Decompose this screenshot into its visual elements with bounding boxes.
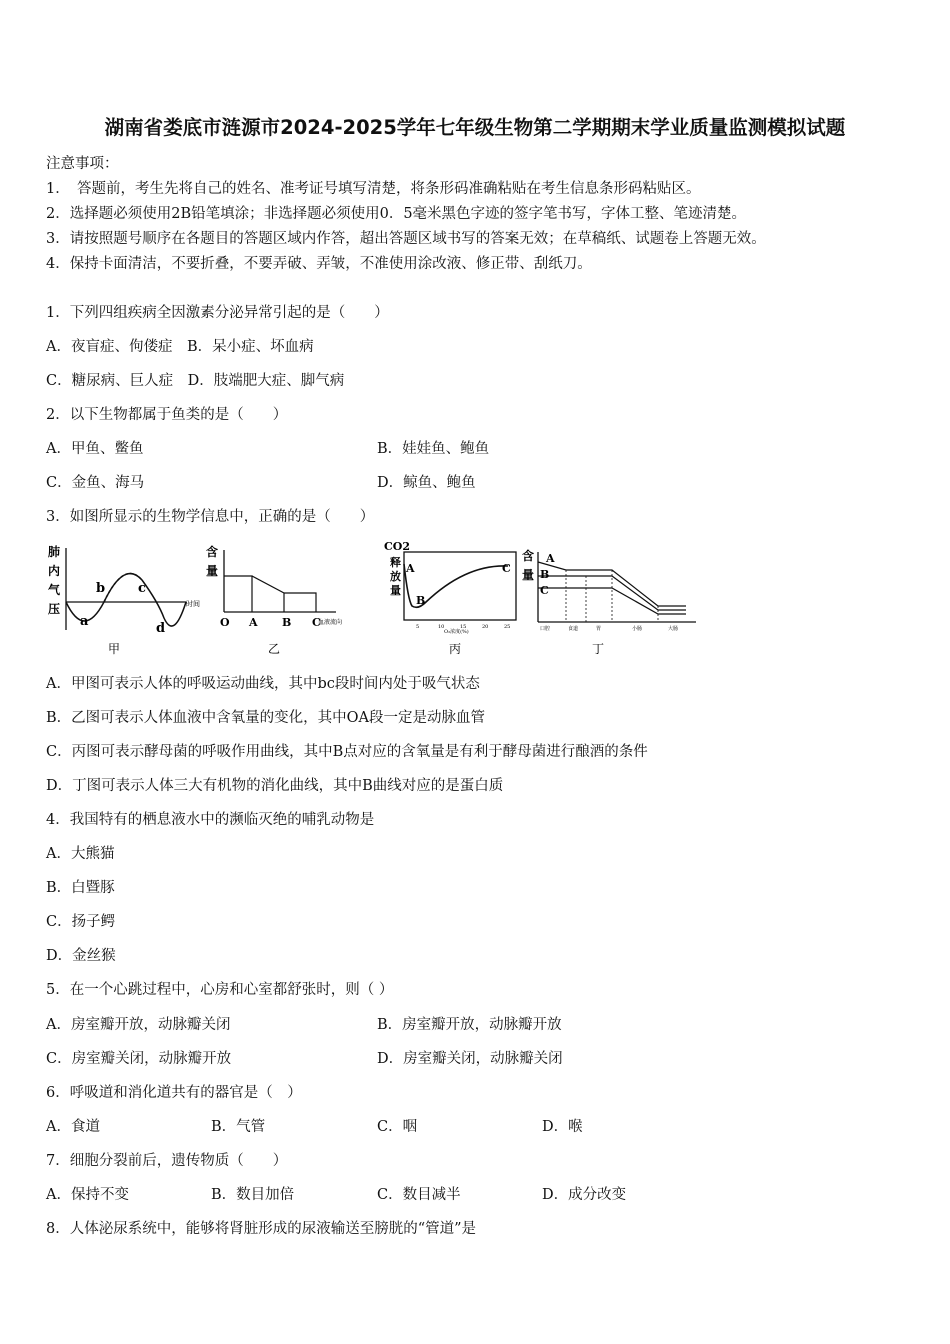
question-2-option-c: C．金鱼、海马 bbox=[46, 475, 145, 491]
question-2-option-a: A．甲鱼、鳖鱼 bbox=[46, 441, 144, 457]
fig-jia-xlabel: 时间 bbox=[186, 600, 200, 608]
question-6-option-a: A．食道 bbox=[46, 1119, 100, 1135]
question-1-stem: 1．下列四组疾病全因激素分泌异常引起的是（ ） bbox=[46, 305, 389, 321]
fig-yi-ylabel-0: 含 bbox=[206, 545, 219, 559]
question-6-stem: 6．呼吸道和消化道共有的器官是（ ） bbox=[46, 1085, 302, 1101]
note-item: 1． 答题前，考生先将自己的姓名、准考证号填写清楚，将条形码准确粘贴在考生信息条形码粘贴区。 bbox=[46, 181, 701, 197]
question-3-stem: 3．如图所显示的生物学信息中，正确的是（ ） bbox=[46, 509, 375, 525]
question-3-option-a: A．甲图可表示人体的呼吸运动曲线，其中bc段时间内处于吸气状态 bbox=[46, 676, 480, 692]
fig-jia-point-d: d bbox=[156, 621, 166, 636]
fig-bing-point-a: A bbox=[406, 562, 415, 575]
question-3-option-d: D．丁图可表示人体三大有机物的消化曲线，其中B曲线对应的是蛋白质 bbox=[46, 778, 504, 794]
fig-jia-point-b: b bbox=[96, 581, 106, 596]
question-6-option-c: C．咽 bbox=[377, 1119, 418, 1135]
question-7-option-a: A．保持不变 bbox=[46, 1187, 129, 1203]
question-2-option-b: B．娃娃鱼、鲍鱼 bbox=[377, 441, 490, 457]
fig-jia-ylabel-1: 内 bbox=[48, 564, 61, 578]
question-5-option-b: B．房室瓣开放，动脉瓣开放 bbox=[377, 1017, 562, 1033]
note-item: 4．保持卡面清洁，不要折叠，不要弄破、弄皱，不准使用涂改液、修正带、刮纸刀。 bbox=[46, 256, 592, 272]
question-4-option-c: C．扬子鳄 bbox=[46, 914, 116, 930]
fig-bing-ylabel-1: 释 bbox=[390, 556, 401, 569]
note-item: 2．选择题必须使用2B铅笔填涂；非选择题必须使用0．5毫米黑色字迹的签字笔书写，字体工整、笔迹清楚。 bbox=[46, 206, 747, 222]
question-8-stem: 8．人体泌尿系统中，能够将肾脏形成的尿液输送至膀胱的“管道”是 bbox=[46, 1221, 477, 1237]
fig-yi-ylabel-1: 量 bbox=[206, 564, 219, 578]
figure-bing bbox=[384, 540, 516, 656]
fig-ding-series-c: C bbox=[540, 584, 549, 597]
fig-bing-point-b: B bbox=[416, 594, 426, 607]
fig-bing-ylabel-3: 量 bbox=[390, 584, 401, 597]
fig-yi-caption: 乙 bbox=[268, 642, 281, 656]
fig-yi-tick-a: A bbox=[249, 616, 258, 629]
question-2-stem: 2．以下生物都属于鱼类的是（ ） bbox=[46, 407, 288, 423]
fig-ding-tick-4: 大肠 bbox=[668, 626, 679, 632]
fig-bing-point-c: C bbox=[502, 562, 511, 575]
notes-heading: 注意事项： bbox=[46, 156, 119, 172]
question-3-figures bbox=[46, 540, 706, 660]
question-4-stem: 4．我国特有的栖息液水中的濒临灭绝的哺乳动物是 bbox=[46, 812, 375, 828]
fig-bing-tick-5: 5 bbox=[416, 624, 420, 630]
fig-bing-tick-25: 25 bbox=[504, 624, 511, 630]
question-7-option-c: C．数目减半 bbox=[377, 1187, 461, 1203]
fig-ding-caption: 丁 bbox=[592, 642, 605, 656]
note-item: 3．请按照题号顺序在各题目的答题区域内作答，超出答题区域书写的答案无效；在草稿纸、试题卷上答题无效。 bbox=[46, 231, 766, 247]
question-7-stem: 7．细胞分裂前后，遗传物质（ ） bbox=[46, 1153, 288, 1169]
fig-jia-point-a: a bbox=[80, 614, 89, 629]
question-5-stem: 5．在一个心跳过程中，心房和心室都舒张时，则（ ） bbox=[46, 982, 394, 998]
question-5-option-c: C．房室瓣关闭，动脉瓣开放 bbox=[46, 1051, 232, 1067]
fig-ding-tick-3: 小肠 bbox=[632, 626, 643, 632]
fig-ding-ylabel-0: 含 bbox=[522, 549, 535, 563]
fig-ding-tick-1: 食道 bbox=[568, 626, 579, 632]
question-6-option-d: D．喉 bbox=[542, 1119, 583, 1135]
question-5-option-d: D．房室瓣关闭，动脉瓣关闭 bbox=[377, 1051, 563, 1067]
fig-jia-ylabel-3: 压 bbox=[48, 602, 61, 616]
question-1-options-row2: C．糖尿病、巨人症 D．肢端肥大症、脚气病 bbox=[46, 373, 345, 389]
fig-bing-xlabel: O₂浓度(%) bbox=[444, 629, 469, 635]
page-title: 湖南省娄底市涟源市2024-2025学年七年级生物第二学期期末学业质量监测模拟试题 bbox=[104, 116, 846, 139]
question-4-option-b: B．白暨豚 bbox=[46, 880, 115, 896]
question-2-option-d: D．鲸鱼、鲍鱼 bbox=[377, 475, 476, 491]
fig-ding-series-a: A bbox=[546, 552, 555, 565]
question-7-option-d: D．成分改变 bbox=[542, 1187, 627, 1203]
fig-ding-tick-0: 口腔 bbox=[540, 626, 551, 632]
question-7-option-b: B．数目加倍 bbox=[211, 1187, 295, 1203]
figure-ding bbox=[522, 548, 696, 656]
question-6-option-b: B．气管 bbox=[211, 1119, 266, 1135]
question-3-option-c: C．丙图可表示酵母菌的呼吸作用曲线，其中B点对应的含氧量是有利于酵母菌进行酿酒的条件 bbox=[46, 744, 648, 760]
fig-jia-caption: 甲 bbox=[108, 642, 121, 656]
fig-bing-tick-20: 20 bbox=[482, 624, 489, 630]
figure-yi bbox=[206, 544, 342, 656]
fig-yi-tick-c: C bbox=[312, 616, 321, 629]
fig-ding-ylabel-1: 量 bbox=[522, 568, 535, 582]
question-4-option-d: D．金丝猴 bbox=[46, 948, 116, 964]
fig-yi-xlabel: 血液流向 bbox=[318, 619, 343, 626]
fig-bing-tick-10: 10 bbox=[438, 624, 445, 630]
question-4-option-a: A．大熊猫 bbox=[46, 846, 115, 862]
fig-yi-tick-o: O bbox=[220, 616, 230, 629]
question-5-option-a: A．房室瓣开放，动脉瓣关闭 bbox=[46, 1017, 231, 1033]
fig-ding-tick-2: 胃 bbox=[596, 626, 602, 632]
fig-jia-ylabel-0: 肺 bbox=[48, 545, 61, 559]
fig-ding-series-b: B bbox=[540, 568, 550, 581]
fig-bing-caption: 丙 bbox=[449, 642, 462, 656]
fig-yi-tick-b: B bbox=[282, 616, 292, 629]
fig-bing-ylabel-0: CO2 bbox=[384, 540, 410, 553]
question-3-option-b: B．乙图可表示人体血液中含氧量的变化，其中OA段一定是动脉血管 bbox=[46, 710, 486, 726]
figure-jia bbox=[48, 544, 200, 656]
question-1-options-row1: A．夜盲症、佝偻症 B．呆小症、坏血病 bbox=[46, 339, 314, 355]
fig-bing-tick-15: 15 bbox=[460, 624, 467, 630]
fig-jia-point-c: c bbox=[138, 581, 146, 596]
fig-jia-ylabel-2: 气 bbox=[48, 583, 61, 597]
fig-bing-ylabel-2: 放 bbox=[390, 570, 401, 583]
